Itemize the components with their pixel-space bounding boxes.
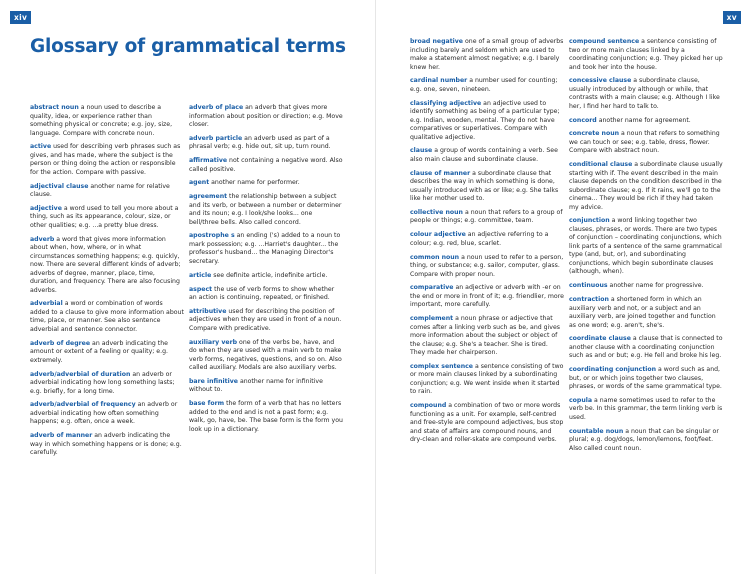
glossary-entry [569, 130, 723, 156]
glossary-entry [410, 77, 564, 94]
glossary-entry [189, 135, 343, 152]
glossary-definition: an adverb indicating the amount or extent of a feeling or quality; e.g. extremely. [30, 339, 168, 364]
glossary-term: adverb/adverbial of frequency [30, 401, 136, 409]
glossary-entry [189, 193, 343, 227]
glossary-term: agent [189, 179, 210, 187]
glossary-entry [30, 371, 184, 397]
glossary-definition: the form of a verb that has no letters added to the end and is not a past form; e.g. walk, go, have, be. The base form is the form you look up in a dictionary. [189, 400, 343, 433]
glossary-definition: the relationship between a subject and its verb, or between a number or determiner and its noun; e.g. I look/she looks... one bell/three bells. Also called concord. [189, 193, 342, 226]
glossary-entry [410, 284, 564, 310]
glossary-entry [569, 77, 723, 111]
glossary-entry [410, 170, 564, 204]
glossary-entry [410, 402, 564, 445]
glossary-term: concrete noun [569, 130, 620, 138]
glossary-definition: an adverb or adverbial indicating how long something lasts; e.g. briefly, for a long time. [30, 370, 175, 395]
glossary-definition: an adverb or adverbial indicating how often something happens; e.g. often, once a week. [30, 401, 178, 426]
glossary-entry [569, 397, 723, 423]
glossary-term: continuous [569, 282, 608, 290]
glossary-entry [569, 428, 723, 454]
glossary-definition: an adverb indicating the way in which something happens or is done; e.g. carefully. [30, 432, 182, 457]
glossary-entry [30, 205, 184, 231]
glossary-term: conditional clause [569, 161, 633, 169]
glossary-entry [410, 254, 564, 280]
glossary-entry [30, 236, 184, 296]
glossary-term: complement [410, 315, 454, 323]
glossary-term: article [189, 271, 212, 279]
glossary-entry [189, 286, 343, 303]
glossary-definition: a word that gives more information about when, how, where, or in what circumstances something happens; e.g. quickly, now. There are several different kinds of adverb; adverbs of degree, manner, place, time, duration, and frequency. There are also focusing adverbs. [30, 235, 181, 294]
glossary-definition: a word linking together two clauses, phrases, or words. There are two types of conjunction – coordinating conjunctions, which link parts of a sentence of the same grammatical type (and, but, or), and subordinating conjunctions, which begin subordinate clauses (although, when). [569, 217, 722, 276]
glossary-definition: a noun that refers to a group of people or things; e.g. committee, team. [410, 208, 563, 225]
glossary-column [189, 104, 343, 440]
glossary-entry [30, 401, 184, 427]
glossary-term: adverbial [30, 300, 63, 308]
glossary-entry [30, 340, 184, 366]
glossary-term: adverb of manner [30, 432, 93, 440]
glossary-entry [569, 161, 723, 212]
glossary-entry [410, 100, 564, 143]
glossary-term: adverb particle [189, 134, 243, 142]
glossary-definition: a subordinate clause usually starting with if. The event described in the main clause depends on the condition described in the subordinate clause; e.g. If it rains, we'll go to the cinema... They would be rich if they had taken my advice. [569, 161, 723, 211]
glossary-definition: a name sometimes used to refer to the verb be. In this grammar, the term linking verb is used. [569, 396, 723, 421]
glossary-entry [30, 183, 184, 200]
glossary-definition: another name for relative clause. [30, 182, 170, 199]
glossary-entry [410, 315, 564, 358]
glossary-entry [189, 232, 343, 266]
glossary-definition: a shortened form in which an auxiliary verb and not, or a subject and an auxiliary verb, are joined together and function as one word; e.g. aren't, she's. [569, 296, 716, 329]
glossary-definition: not containing a negative word. Also called positive. [189, 157, 343, 173]
glossary-definition: a group of words containing a verb. See also main clause and subordinate clause. [410, 147, 558, 163]
glossary-definition: another name for progressive. [609, 282, 704, 290]
page-number: xv [723, 11, 741, 24]
glossary-term: collective noun [410, 208, 463, 216]
glossary-definition: another name for performer. [211, 179, 300, 187]
glossary-term: apostrophe s [189, 232, 235, 240]
glossary-entry [189, 378, 343, 395]
glossary-term: adverb [30, 235, 55, 243]
glossary-definition: a word such as and, but, or or which joins together two clauses, phrases, or words of the same grammatical type. [569, 366, 722, 391]
glossary-definition: an ending ('s) added to a noun to mark possession; e.g. ...Harriet's daughter... the professor's husband... the Managing Director's secretary. [189, 232, 341, 265]
glossary-term: copula [569, 396, 593, 404]
glossary-entry [30, 300, 184, 334]
glossary-entry [30, 104, 184, 138]
glossary-term: aspect [189, 285, 213, 293]
glossary-term: countable noun [569, 427, 624, 435]
glossary-term: conjunction [569, 217, 610, 225]
glossary-term: common noun [410, 253, 460, 261]
glossary-entry [410, 147, 564, 164]
glossary-definition: a combination of two or more words functioning as a unit. For example, self-centred and free-style are compound adjectives, bus stop and state of affairs are compound nouns, and dry-clean and roller-skate are compound verbs. [410, 402, 564, 444]
page-number: xiv [10, 11, 31, 24]
glossary-definition: a sentence consisting of two or more main clauses linked by a subordinating conjunction; e.g. We went inside when it started to rain. [410, 362, 564, 396]
glossary-entry [189, 308, 343, 334]
glossary-definition: a noun that can be singular or plural; e.g. dog/dogs, lemon/lemons, foot/feet. Also called count noun. [569, 427, 719, 452]
glossary-term: contraction [569, 296, 609, 304]
glossary-term: attributive [189, 307, 227, 315]
glossary-term: auxiliary verb [189, 338, 238, 346]
glossary-term: coordinate clause [569, 335, 631, 343]
glossary-entry [569, 217, 723, 277]
glossary-column [410, 38, 564, 450]
glossary-entry [410, 209, 564, 226]
glossary-definition: a noun that refers to something we can touch or see; e.g. table, dress, flower. Compare with abstract noun. [569, 130, 720, 155]
glossary-term: adverb of degree [30, 339, 91, 347]
glossary-definition: a word or combination of words added to a clause to give more information about time, place, or manner. See also sentence adverbial and sentence connector. [30, 300, 184, 333]
glossary-entry [189, 339, 343, 373]
glossary-term: colour adjective [410, 231, 466, 239]
glossary-entry [410, 231, 564, 248]
glossary-term: coordinating conjunction [569, 366, 657, 374]
glossary-definition: an adverb that gives more information about position or direction; e.g. Move closer. [189, 104, 343, 128]
glossary-term: affirmative [189, 157, 228, 165]
glossary-definition: an adverb used as part of a phrasal verb; e.g. hide out, sit up, turn round. [189, 134, 331, 151]
page-title: Glossary of grammatical terms [30, 36, 346, 57]
glossary-term: concessive clause [569, 77, 632, 85]
glossary-definition: an adjective or adverb with -er on the end or more in front of it; e.g. friendlier, more important, more carefully. [410, 284, 564, 309]
glossary-definition: a subordinate clause, usually introduced by although or while, that contrasts with a main clause; e.g. Although I like her, I find her hard to talk to. [569, 77, 720, 110]
glossary-term: base form [189, 400, 225, 408]
glossary-term: complex sentence [410, 362, 473, 370]
glossary-definition: a clause that is connected to another clause with a coordinating conjunction such as and or but; e.g. He fell and broke his leg. [569, 335, 723, 360]
glossary-entry [569, 335, 723, 361]
glossary-definition: a noun phrase or adjective that comes after a linking verb such as be, and gives more information about the subject or object of the clause; e.g. She's a teacher. She is tired. They made her chairperson. [410, 315, 560, 357]
glossary-definition: another name for infinitive without to. [189, 377, 323, 394]
glossary-definition: a word used to tell you more about a thing, such as its appearance, colour, size, or other qualities; e.g. ...a pretty blue dress. [30, 204, 179, 229]
glossary-term: agreement [189, 193, 228, 201]
glossary-definition: a subordinate clause that describes the way in which something is done, usually introduced with as or like; e.g. She talks like her mother used to. [410, 169, 559, 203]
glossary-term: clause [410, 147, 433, 155]
glossary-definition: an adjective used to identify something as being of a particular type; e.g. Indian, wooden, mental. They do not have comparatives or superlatives. Compare with qualitative adjective. [410, 99, 560, 141]
glossary-term: clause of manner [410, 169, 471, 177]
glossary-term: classifying adjective [410, 99, 482, 107]
glossary-column [569, 38, 723, 459]
glossary-term: bare infinitive [189, 377, 238, 385]
glossary-entry [569, 296, 723, 330]
glossary-term: cardinal number [410, 77, 468, 85]
glossary-entry [30, 432, 184, 458]
glossary-entry [189, 157, 343, 174]
glossary-definition: used for describing verb phrases such as gives, and has made, where the subject is the person or thing doing the action or responsible for the action. Compare with passive. [30, 143, 181, 176]
glossary-term: concord [569, 116, 597, 124]
glossary-term: abstract noun [30, 104, 79, 111]
glossary-term: active [30, 143, 52, 151]
glossary-term: comparative [410, 284, 454, 292]
glossary-definition: see definite article, indefinite article. [213, 271, 328, 279]
glossary-entry [30, 143, 184, 177]
glossary-definition: used for describing the position of adjectives when they are used in front of a noun. Compare with predicative. [189, 307, 342, 332]
glossary-term: compound sentence [569, 38, 640, 45]
glossary-term: broad negative [410, 38, 464, 45]
glossary-entry [569, 366, 723, 392]
glossary-entry [189, 179, 343, 188]
glossary-entry [569, 117, 723, 126]
glossary-term: adverb/adverbial of duration [30, 370, 131, 378]
glossary-term: compound [410, 402, 447, 410]
glossary-definition: a sentence consisting of two or more main clauses linked by a coordinating conjunction; e.g. They picked her up and took her into the house. [569, 38, 723, 71]
glossary-entry [189, 400, 343, 434]
glossary-entry [569, 282, 723, 291]
glossary-entry [189, 104, 343, 130]
glossary-entry [569, 38, 723, 72]
glossary-definition: one of a small group of adverbs including barely and seldom which are used to make a statement almost negative; e.g. I barely knew her. [410, 38, 564, 71]
glossary-definition: an adjective referring to a colour; e.g. red, blue, scarlet. [410, 231, 549, 247]
glossary-column [30, 104, 184, 463]
right-page [375, 0, 750, 574]
glossary-definition: one of the verbs be, have, and do when they are used with a main verb to make verb forms, negatives, questions, and so on. Also called auxiliary. Modals are also auxiliary verbs. [189, 338, 342, 372]
glossary-term: adverb of place [189, 104, 244, 111]
glossary-entry [410, 38, 564, 72]
glossary-term: adjective [30, 204, 62, 212]
glossary-definition: the use of verb forms to show whether an action is continuing, repeated, or finished. [189, 285, 335, 302]
glossary-entry [189, 272, 343, 281]
glossary-term: adjectival clause [30, 182, 89, 190]
glossary-definition: another name for agreement. [598, 116, 691, 124]
glossary-entry [410, 363, 564, 397]
glossary-definition: a noun used to refer to a person, thing, or substance; e.g. sailor, computer, glass. Compare with proper noun. [410, 253, 564, 278]
glossary-definition: a noun used to describe a quality, idea, or experience rather than something physical or concrete; e.g. joy, size, language. Compare with concrete noun. [30, 104, 173, 137]
glossary-definition: a number used for counting; e.g. one, seven, nineteen. [410, 77, 558, 93]
